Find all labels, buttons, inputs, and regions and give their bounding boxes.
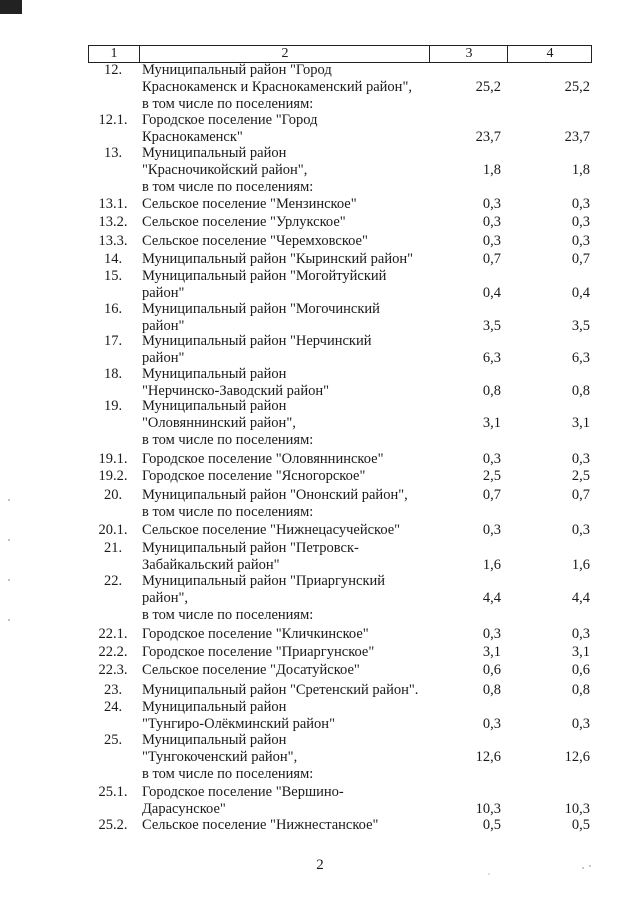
row-name-line: Муниципальный район "Город xyxy=(142,62,332,78)
row-number: 19.1. xyxy=(98,451,128,467)
row-number: 22.2. xyxy=(98,644,128,660)
row-name-line: Сельское поселение "Досатуйское" xyxy=(142,662,360,678)
row-name-line: Муниципальный район "Могойтуйский xyxy=(142,268,387,284)
row-value-col4: 1,8 xyxy=(571,162,590,178)
row-value-col4: 10,3 xyxy=(564,801,590,817)
row-value-col3: 0,8 xyxy=(482,682,501,698)
speck xyxy=(8,579,10,581)
row-value-col3: 6,3 xyxy=(482,350,501,366)
row-value-col4: 0,5 xyxy=(571,817,590,833)
row-name-line: Забайкальский район" xyxy=(142,557,280,573)
row-number: 23. xyxy=(103,682,123,698)
row-name-line: Городское поселение "Оловяннинское" xyxy=(142,451,384,467)
row-name-line: "Тунгокоченский район", xyxy=(142,749,298,765)
row-value-col4: 0,7 xyxy=(571,487,590,503)
row-value-col4: 0,3 xyxy=(571,196,590,212)
row-value-col4: 0,3 xyxy=(571,626,590,642)
row-value-col3: 0,3 xyxy=(482,233,501,249)
row-value-col3: 3,5 xyxy=(482,318,501,334)
row-number: 22. xyxy=(103,573,123,589)
row-value-col4: 2,5 xyxy=(571,468,590,484)
row-name-line: Муниципальный район xyxy=(142,145,287,161)
row-value-col3: 0,3 xyxy=(482,716,501,732)
row-number: 14. xyxy=(103,251,123,267)
row-value-col3: 10,3 xyxy=(475,801,501,817)
row-number: 25.1. xyxy=(98,784,128,800)
row-value-col3: 0,4 xyxy=(482,285,501,301)
header-col-2: 2 xyxy=(139,46,430,62)
row-name-line: Сельское поселение "Черемховское" xyxy=(142,233,368,249)
row-number: 20. xyxy=(103,487,123,503)
row-value-col3: 0,3 xyxy=(482,196,501,212)
row-value-col3: 0,8 xyxy=(482,383,501,399)
row-value-col3: 23,7 xyxy=(475,129,501,145)
row-number: 19. xyxy=(103,398,123,414)
speck xyxy=(589,865,590,866)
row-number: 12. xyxy=(103,62,123,78)
row-value-col4: 6,3 xyxy=(571,350,590,366)
page-number: 2 xyxy=(316,857,324,873)
row-name-line: Городское поселение "Город xyxy=(142,112,318,128)
row-name-line: в том числе по поселениям: xyxy=(142,766,314,782)
row-name-line: Городское поселение "Кличкинское" xyxy=(142,626,369,642)
row-value-col4: 0,8 xyxy=(571,383,590,399)
row-value-col4: 0,3 xyxy=(571,716,590,732)
row-value-col3: 2,5 xyxy=(482,468,501,484)
row-value-col4: 3,1 xyxy=(571,415,590,431)
row-name-line: "Оловяннинский район", xyxy=(142,415,296,431)
row-value-col4: 12,6 xyxy=(564,749,590,765)
row-value-col4: 0,3 xyxy=(571,233,590,249)
row-value-col4: 1,6 xyxy=(571,557,590,573)
row-number: 13.3. xyxy=(98,233,128,249)
row-value-col4: 0,4 xyxy=(571,285,590,301)
row-number: 25. xyxy=(103,732,123,748)
row-value-col3: 3,1 xyxy=(482,644,501,660)
row-value-col3: 25,2 xyxy=(475,79,501,95)
row-value-col3: 3,1 xyxy=(482,415,501,431)
speck xyxy=(8,539,10,541)
row-name-line: район" xyxy=(142,285,185,301)
header-col-3: 3 xyxy=(429,46,508,62)
row-name-line: в том числе по поселениям: xyxy=(142,432,314,448)
row-name-line: "Красночикойский район", xyxy=(142,162,308,178)
row-name-line: Муниципальный район "Могочинский xyxy=(142,301,380,317)
row-value-col3: 1,8 xyxy=(482,162,501,178)
row-number: 12.1. xyxy=(98,112,128,128)
row-number: 24. xyxy=(103,699,123,715)
row-number: 18. xyxy=(103,366,123,382)
row-value-col3: 0,6 xyxy=(482,662,501,678)
row-number: 16. xyxy=(103,301,123,317)
row-value-col4: 0,6 xyxy=(571,662,590,678)
row-name-line: Муниципальный район xyxy=(142,366,287,382)
row-name-line: Муниципальный район "Кыринский район" xyxy=(142,251,414,267)
row-value-col3: 4,4 xyxy=(482,590,501,606)
row-name-line: Муниципальный район "Сретенский район". xyxy=(142,682,419,698)
row-value-col4: 3,5 xyxy=(571,318,590,334)
row-name-line: Муниципальный район "Петровск- xyxy=(142,540,359,556)
row-value-col3: 0,7 xyxy=(482,251,501,267)
row-number: 13.2. xyxy=(98,214,128,230)
row-number: 13. xyxy=(103,145,123,161)
speck xyxy=(488,873,489,874)
row-number: 17. xyxy=(103,333,123,349)
row-name-line: Краснокаменск" xyxy=(142,129,243,145)
row-value-col4: 0,7 xyxy=(571,251,590,267)
row-value-col4: 0,3 xyxy=(571,451,590,467)
row-value-col3: 0,3 xyxy=(482,214,501,230)
row-name-line: Муниципальный район xyxy=(142,398,287,414)
row-number: 13.1. xyxy=(98,196,128,212)
row-name-line: Муниципальный район "Приаргунский xyxy=(142,573,386,589)
row-name-line: Сельское поселение "Урлукское" xyxy=(142,214,346,230)
row-number: 19.2. xyxy=(98,468,128,484)
row-value-col3: 0,3 xyxy=(482,522,501,538)
row-name-line: в том числе по поселениям: xyxy=(142,607,314,623)
row-value-col4: 0,3 xyxy=(571,214,590,230)
row-name-line: район" xyxy=(142,350,185,366)
row-number: 22.1. xyxy=(98,626,128,642)
row-name-line: Сельское поселение "Нижнестанское" xyxy=(142,817,379,833)
row-name-line: в том числе по поселениям: xyxy=(142,179,314,195)
row-value-col4: 0,3 xyxy=(571,522,590,538)
row-value-col4: 25,2 xyxy=(564,79,590,95)
row-value-col3: 0,3 xyxy=(482,626,501,642)
row-value-col3: 0,3 xyxy=(482,451,501,467)
row-value-col3: 1,6 xyxy=(482,557,501,573)
row-value-col4: 4,4 xyxy=(571,590,590,606)
row-value-col4: 0,8 xyxy=(571,682,590,698)
row-value-col4: 23,7 xyxy=(564,129,590,145)
row-name-line: Городское поселение "Ясногорское" xyxy=(142,468,366,484)
header-col-4: 4 xyxy=(507,46,592,62)
row-name-line: "Тунгиро-Олёкминский район" xyxy=(142,716,335,732)
header-col-1: 1 xyxy=(110,46,118,61)
row-name-line: Сельское поселение "Мензинское" xyxy=(142,196,357,212)
row-name-line: район", xyxy=(142,590,188,606)
row-number: 15. xyxy=(103,268,123,284)
row-name-line: в том числе по поселениям: xyxy=(142,96,314,112)
speck xyxy=(8,619,10,621)
row-number: 25.2. xyxy=(98,817,128,833)
row-name-line: "Нерчинско-Заводский район" xyxy=(142,383,330,399)
row-name-line: Муниципальный район "Нерчинский xyxy=(142,333,372,349)
row-number: 22.3. xyxy=(98,662,128,678)
row-name-line: в том числе по поселениям: xyxy=(142,504,314,520)
speck xyxy=(582,867,583,868)
row-name-line: Городское поселение "Приаргунское" xyxy=(142,644,375,660)
row-name-line: Муниципальный район xyxy=(142,732,287,748)
row-value-col3: 0,5 xyxy=(482,817,501,833)
row-name-line: район" xyxy=(142,318,185,334)
row-value-col4: 3,1 xyxy=(571,644,590,660)
row-value-col3: 12,6 xyxy=(475,749,501,765)
row-name-line: Краснокаменск и Краснокаменский район", xyxy=(142,79,412,95)
row-name-line: Городское поселение "Вершино- xyxy=(142,784,344,800)
row-name-line: Дарасунское" xyxy=(142,801,226,817)
row-number: 21. xyxy=(103,540,123,556)
row-name-line: Муниципальный район xyxy=(142,699,287,715)
row-name-line: Сельское поселение "Нижнецасучейское" xyxy=(142,522,401,538)
row-name-line: Муниципальный район "Ононский район", xyxy=(142,487,408,503)
row-number: 20.1. xyxy=(98,522,128,538)
speck xyxy=(8,499,10,501)
row-value-col3: 0,7 xyxy=(482,487,501,503)
